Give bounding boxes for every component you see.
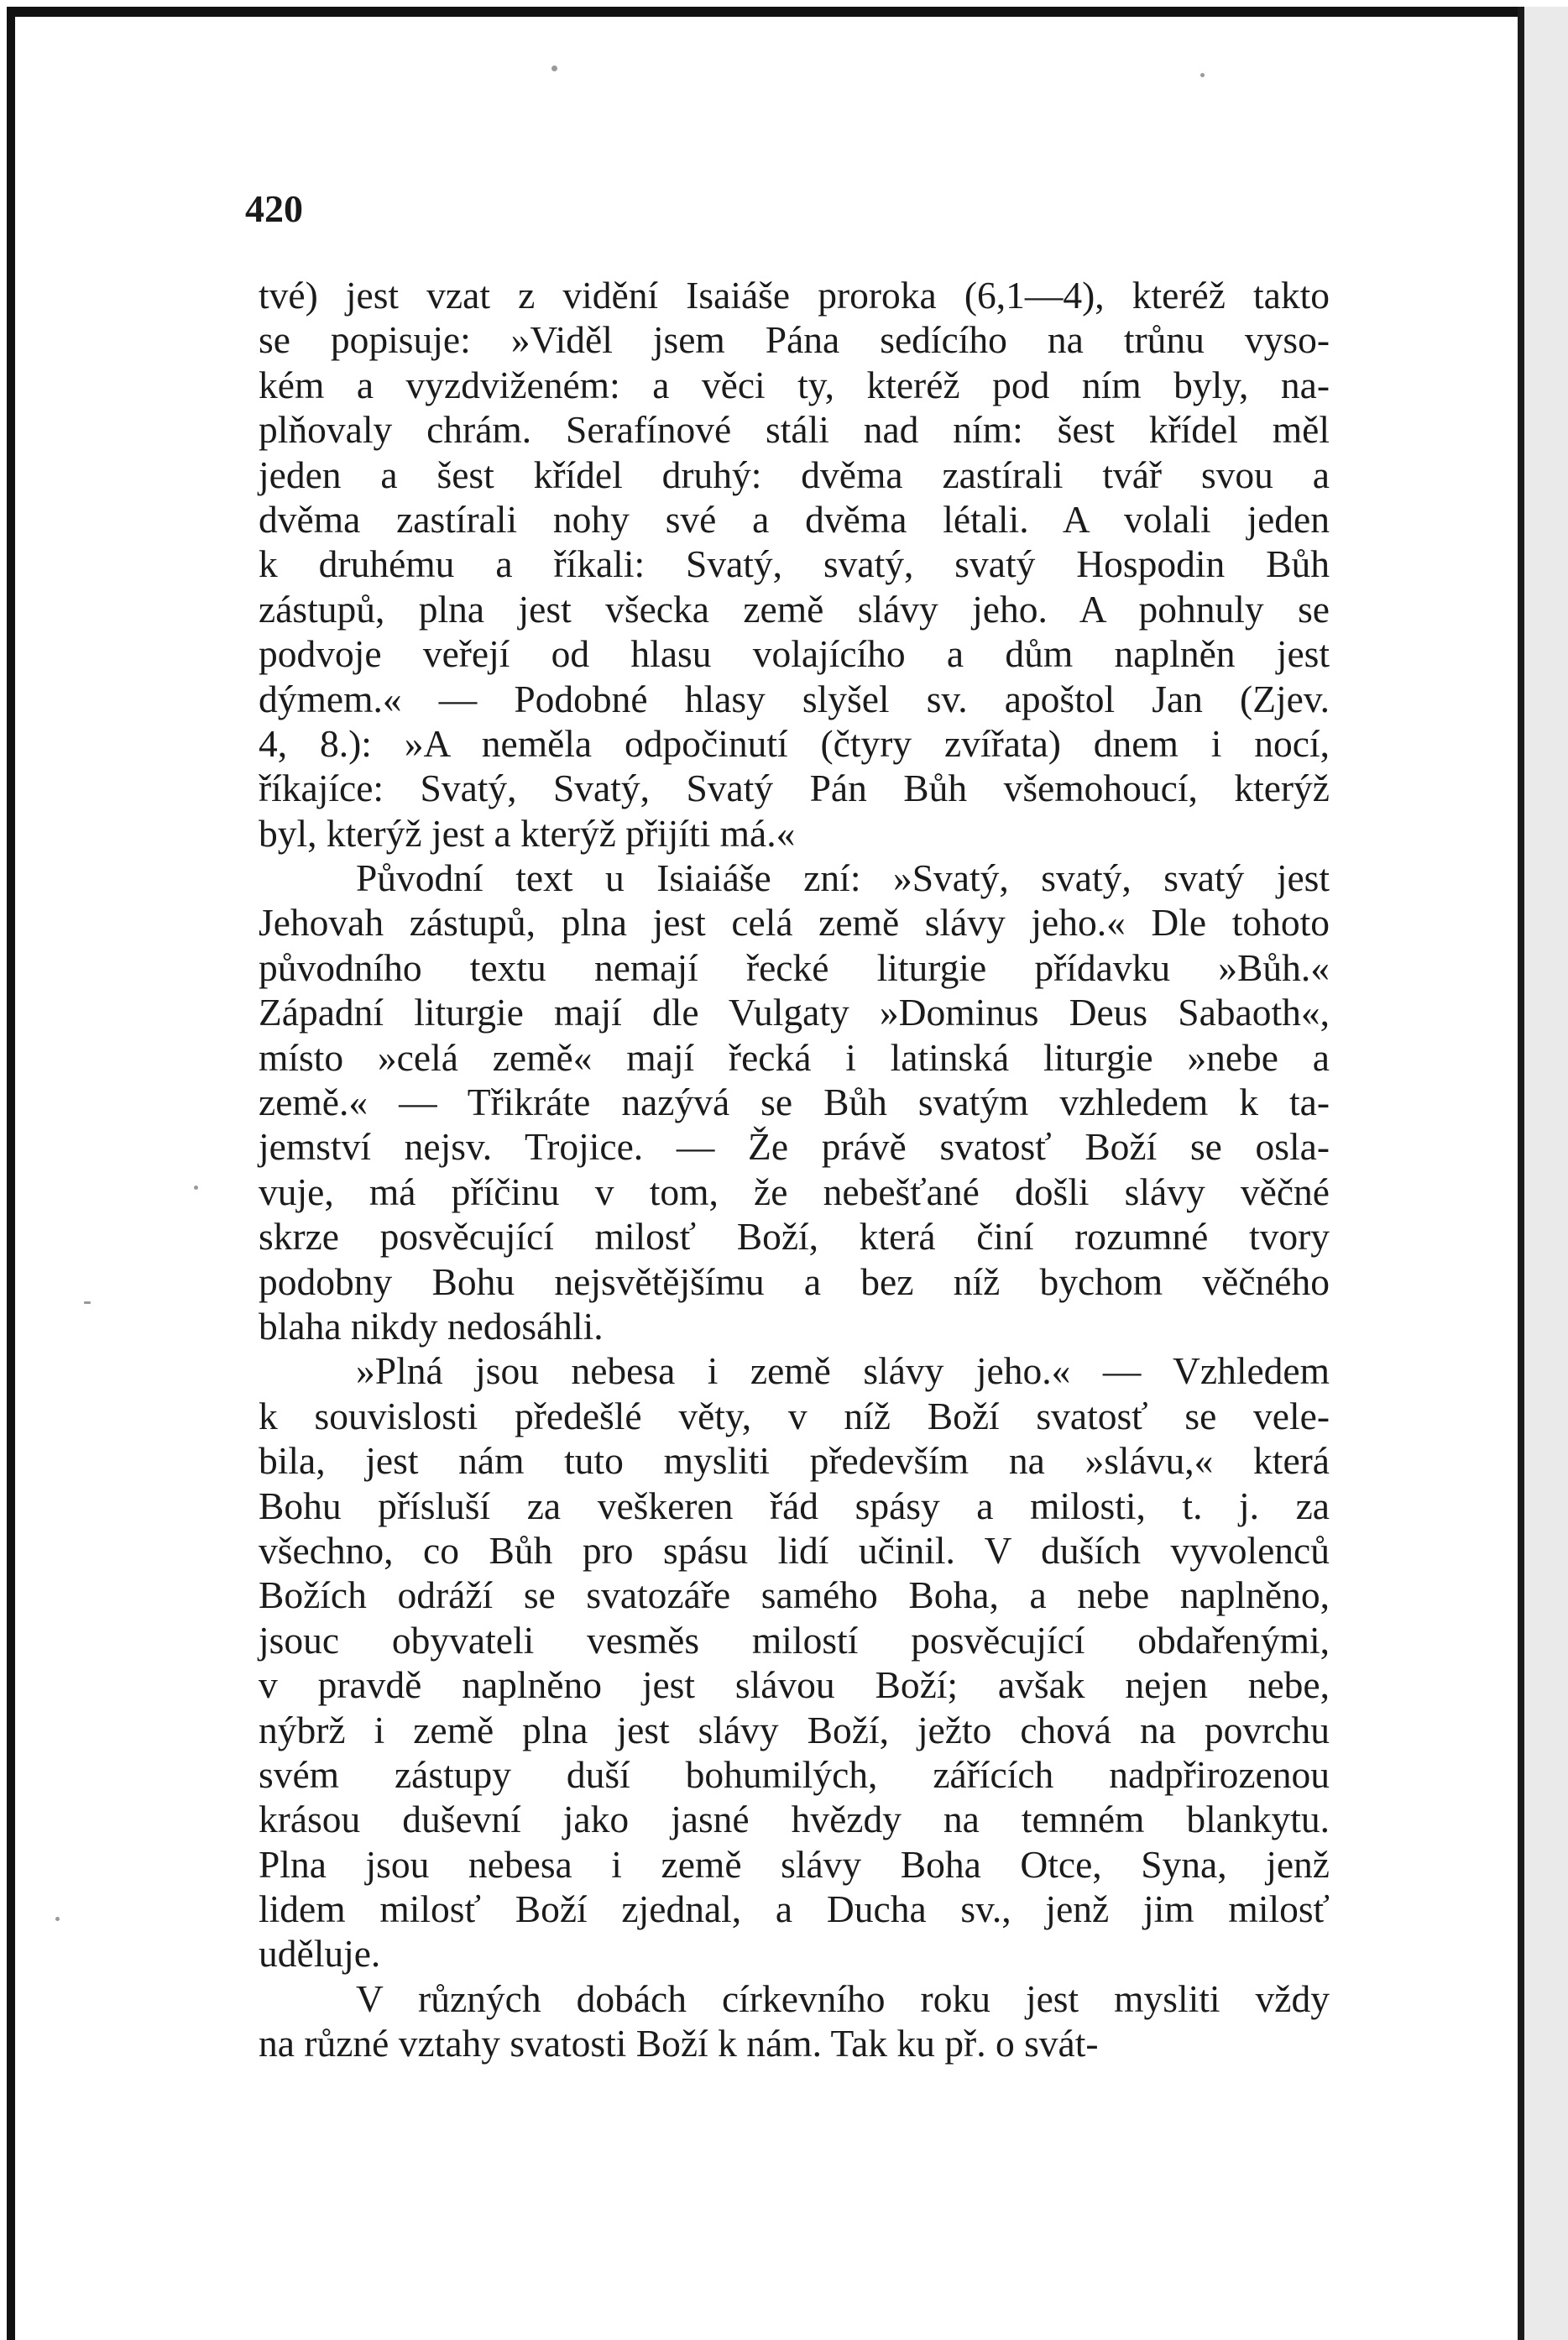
speck-mark: [1200, 73, 1205, 77]
page-number: 420: [245, 187, 303, 230]
speck-mark: [84, 1301, 91, 1304]
speck-mark: [551, 65, 557, 71]
text-line: svém zástupy duší bohumilých, zářících nadpřirozenou: [259, 1752, 1330, 1796]
text-line: podobny Bohu nejsvětějšímu a bez níž bychom věčného: [259, 1259, 1330, 1303]
text-line: skrze posvěcující milosť Boží, která činí rozumné tvory: [259, 1215, 1330, 1259]
text-line: bila, jest nám tuto mysliti především na »slávu,« která: [259, 1439, 1330, 1483]
text-line: Plna jsou nebesa i země slávy Boha Otce, Syna, jenž: [259, 1842, 1330, 1886]
text-line: vuje, má příčinu v tom, že nebešťané došli slávy věčné: [259, 1170, 1330, 1213]
text-line: blaha nikdy nedosáhli.: [259, 1304, 604, 1348]
text-line: země.« — Třikráte nazývá se Bůh svatým vzhledem k ta-: [259, 1081, 1330, 1124]
text-line: v pravdě naplněno jest slávou Boží; avšak nejen nebe,: [259, 1663, 1330, 1707]
text-line: V různých dobách církevního roku jest mysliti vždy: [356, 1976, 1330, 2020]
text-line: Božích odráží se svatozáře samého Boha, a nebe naplněno,: [259, 1573, 1330, 1617]
text-line: 4, 8.): »A neměla odpočinutí (čtyry zvířata) dnem i nocí,: [259, 721, 1330, 765]
text-line: byl, kterýž jest a kterýž přijíti má.«: [259, 811, 796, 855]
text-line: dvěma zastírali nohy své a dvěma létali. A volali jeden: [259, 497, 1330, 541]
text-line: zástupů, plna jest všecka země slávy jeho. A pohnuly se: [259, 587, 1330, 631]
speck-mark: [55, 1917, 60, 1921]
text-line: nýbrž i země plna jest slávy Boží, ježto chová na povrchu: [259, 1708, 1330, 1751]
text-line: tvé) jest vzat z vidění Isaiáše proroka (6,1—4), kteréž takto: [259, 274, 1330, 317]
text-line: na různé vztahy svatosti Boží k nám. Tak ku př. o svát-: [259, 2022, 1099, 2065]
adjacent-page-margin: [1524, 7, 1568, 2340]
text-line: lidem milosť Boží zjednal, a Ducha sv., jenž jim milosť: [259, 1887, 1330, 1931]
text-line: všechno, co Bůh pro spásu lidí učinil. V duších vyvolenců: [259, 1528, 1330, 1572]
text-line: k souvislosti předešlé věty, v níž Boží svatosť se vele-: [259, 1394, 1330, 1437]
text-line: podvoje veřejí od hlasu volajícího a dům naplněn jest: [259, 632, 1330, 676]
text-line: Jehovah zástupů, plna jest celá země slávy jeho.« Dle tohoto: [259, 901, 1330, 945]
page-edge-shadow: [1518, 7, 1524, 2340]
text-line: říkajíce: Svatý, Svatý, Svatý Pán Bůh všemohoucí, kterýž: [259, 767, 1330, 810]
text-line: jeden a šest křídel druhý: dvěma zastírali tvář svou a: [259, 453, 1330, 496]
text-line: místo »celá země« mají řecká i latinská liturgie »nebe a: [259, 1035, 1330, 1079]
text-line: původního textu nemají řecké liturgie přídavku »Bůh.«: [259, 945, 1330, 989]
text-line: »Plná jsou nebesa i země slávy jeho.« — Vzhledem: [356, 1349, 1330, 1393]
text-line: dýmem.« — Podobné hlasy slyšel sv. apoštol Jan (Zjev.: [259, 677, 1330, 720]
text-line: uděluje.: [259, 1932, 381, 1976]
text-line: krásou duševní jako jasné hvězdy na temném blankytu.: [259, 1798, 1330, 1841]
text-line: Západní liturgie mají dle Vulgaty »Dominus Deus Sabaoth«,: [259, 991, 1330, 1034]
text-line: jsouc obyvateli vesměs milostí posvěcující obdařenými,: [259, 1618, 1330, 1662]
text-line: Původní text u Isiaiáše zní: »Svatý, svatý, svatý jest: [356, 856, 1330, 900]
text-line: se popisuje: »Viděl jsem Pána sedícího na trůnu vyso-: [259, 318, 1330, 362]
text-line: k druhému a říkali: Svatý, svatý, svatý Hospodin Bůh: [259, 542, 1330, 586]
body-text: [259, 273, 1330, 2066]
text-line: jemství nejsv. Trojice. — Že právě svatosť Boží se osla-: [259, 1125, 1330, 1169]
speck-mark: [194, 1186, 198, 1190]
text-line: kém a vyzdviženém: a věci ty, kteréž pod ním byly, na-: [259, 363, 1330, 406]
text-line: plňovaly chrám. Serafínové stáli nad ním: šest křídel měl: [259, 408, 1330, 452]
text-line: Bohu přísluší za veškeren řád spásy a milosti, t. j. za: [259, 1484, 1330, 1527]
